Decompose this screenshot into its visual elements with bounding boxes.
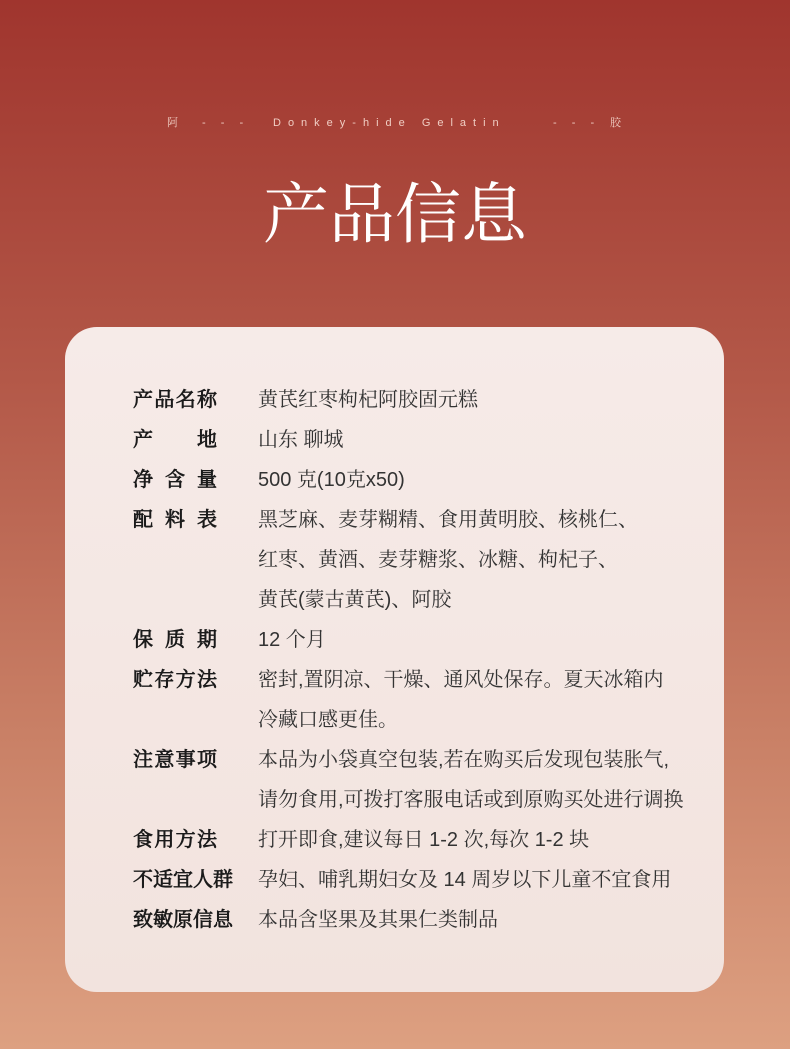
- net-content-label-cell: [133, 460, 258, 500]
- page-title: 产品信息: [263, 176, 527, 253]
- tagline-left-separator: - - -: [202, 117, 250, 129]
- info-card: [65, 327, 724, 992]
- storage-value: [258, 660, 703, 740]
- ingredients-label: 配 料 表: [133, 509, 217, 531]
- notes-value-line: 请勿食用,可拨打客服电话或到原购买处进行调换: [258, 789, 684, 811]
- tagline-right-char: 胶: [610, 116, 621, 129]
- shelf-life-value: [258, 620, 703, 660]
- tagline-right-separator: - - -: [553, 117, 601, 129]
- info-row-ingredients: [133, 500, 703, 620]
- origin-label: 产 地: [133, 429, 217, 451]
- info-row-shelf-life: [133, 620, 703, 660]
- usage-value-line: 打开即食,建议每日 1-2 次,每次 1-2 块: [258, 829, 590, 851]
- unsuitable-groups-label-cell: [133, 860, 258, 900]
- header-tagline: [0, 114, 790, 132]
- info-rows: [133, 380, 703, 940]
- notes-value-line: 本品为小袋真空包装,若在购买后发现包装胀气,: [258, 749, 670, 771]
- info-row-product-name: [133, 380, 703, 420]
- usage-label-cell: [133, 820, 258, 860]
- info-row-allergens: [133, 900, 703, 940]
- unsuitable-groups-value-line: 孕妇、哺乳期妇女及 14 周岁以下儿童不宜食用: [258, 869, 672, 891]
- allergens-value-line: 本品含坚果及其果仁类制品: [258, 909, 498, 931]
- origin-value-line: 山东 聊城: [258, 429, 344, 451]
- product-name-label: 产品名称: [133, 389, 217, 411]
- ingredients-value: [258, 500, 703, 620]
- storage-value-line: 冷藏口感更佳。: [258, 709, 398, 731]
- net-content-value-line: 500 克(10克x50): [258, 469, 405, 491]
- notes-label-cell: [133, 740, 258, 780]
- product-name-label-cell: [133, 380, 258, 420]
- notes-value: [258, 740, 703, 820]
- ingredients-value-line: 黄芪(蒙古黄芪)、阿胶: [258, 589, 452, 611]
- product-name-value-line: 黄芪红枣枸杞阿胶固元糕: [258, 389, 478, 411]
- info-row-storage: [133, 660, 703, 740]
- tagline-left-char: 阿: [167, 116, 178, 129]
- net-content-label: 净 含 量: [133, 469, 217, 491]
- info-row-unsuitable-groups: [133, 860, 703, 900]
- shelf-life-label-cell: [133, 620, 258, 660]
- storage-label-cell: [133, 660, 258, 700]
- ingredients-value-line: 黑芝麻、麦芽糊精、食用黄明胶、核桃仁、: [258, 509, 638, 531]
- net-content-value: [258, 460, 703, 500]
- shelf-life-value-line: 12 个月: [258, 629, 326, 651]
- tagline-subtitle: Donkey-hide Gelatin: [273, 117, 506, 129]
- allergens-label-cell: [133, 900, 258, 940]
- allergens-label: 致敏原信息: [133, 909, 233, 931]
- ingredients-value-line: 红枣、黄酒、麦芽糖浆、冰糖、枸杞子、: [258, 549, 618, 571]
- info-row-notes: [133, 740, 703, 820]
- notes-label: 注意事项: [133, 749, 217, 771]
- unsuitable-groups-value: [258, 860, 703, 900]
- origin-value: [258, 420, 703, 460]
- storage-label: 贮存方法: [133, 669, 217, 691]
- usage-value: [258, 820, 703, 860]
- origin-label-cell: [133, 420, 258, 460]
- info-row-usage: [133, 820, 703, 860]
- ingredients-label-cell: [133, 500, 258, 540]
- allergens-value: [258, 900, 703, 940]
- product-name-value: [258, 380, 703, 420]
- storage-value-line: 密封,置阴凉、干燥、通风处保存。夏天冰箱内: [258, 669, 664, 691]
- unsuitable-groups-label: 不适宜人群: [133, 869, 233, 891]
- info-row-origin: [133, 420, 703, 460]
- usage-label: 食用方法: [133, 829, 217, 851]
- info-row-net-content: [133, 460, 703, 500]
- shelf-life-label: 保 质 期: [133, 629, 217, 651]
